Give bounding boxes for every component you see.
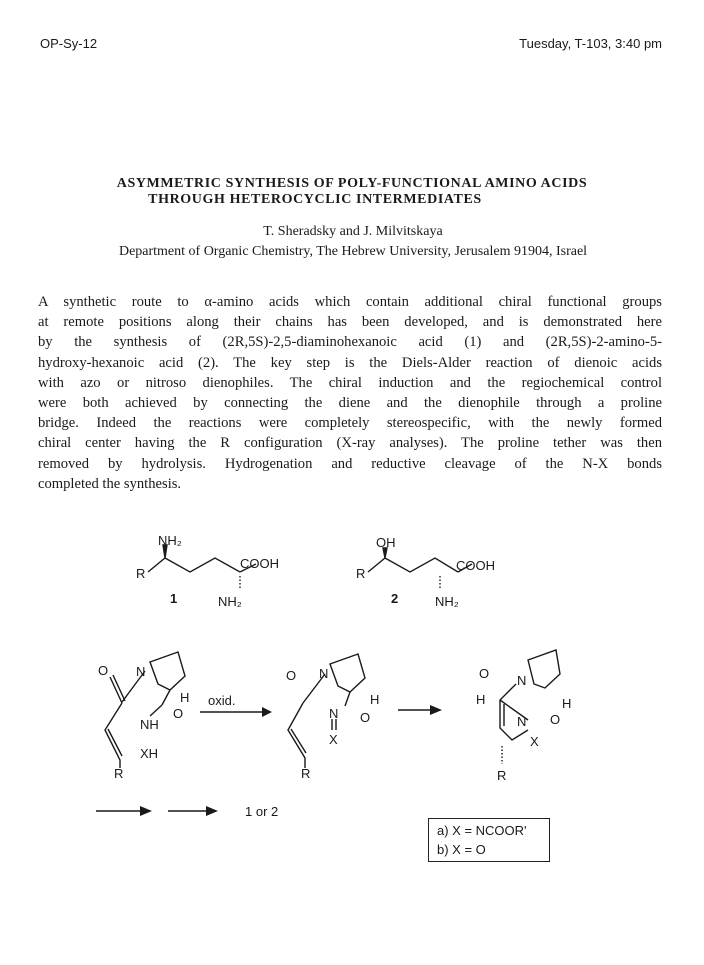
abstract-line: were both achieved by connecting the diene and the dienophile through a proline [38,394,662,411]
svg-text:COOH: COOH [456,558,495,573]
product-label: 1 or 2 [245,804,279,819]
abstract-line: bridge. Indeed the reactions were completely stereospecific, with the newly formed [38,415,662,432]
svg-text:R: R [497,768,507,783]
svg-text:N: N [517,714,527,729]
svg-text:H: H [370,692,380,707]
svg-text:O: O [550,712,561,727]
svg-text:N: N [329,706,339,721]
svg-text:O: O [98,663,109,678]
abstract-line: hydroxy-hexanoic acid (2). The key step is the Diels-Alder reaction of dienoic acids [38,354,662,371]
oxid-label: oxid. [208,693,236,708]
legend-b: b) X = O [437,842,486,857]
svg-text:COOH: COOH [240,556,279,571]
svg-text:NH₂: NH₂ [435,594,459,609]
svg-text:R: R [356,566,366,581]
svg-text:R: R [114,766,124,781]
svg-text:2: 2 [391,591,399,606]
svg-text:H: H [180,690,190,705]
abstract-line: at remote positions along their chains has been developed, and is demonstrated here [38,314,662,331]
svg-text:N: N [136,664,146,679]
svg-text:H: H [562,696,572,711]
svg-text:NH: NH [140,717,159,732]
svg-text:N: N [517,673,527,688]
svg-text:XH: XH [140,746,159,761]
abstract-line: chiral center having the R configuration (X-ray analyses). The proline tether was then [38,435,662,452]
svg-text:H: H [476,692,486,707]
svg-text:OH: OH [376,535,396,550]
title-line-1: ASYMMETRIC SYNTHESIS OF POLY-FUNCTIONAL AMINO ACIDS [116,176,588,191]
title-line-2: THROUGH HETEROCYCLIC INTERMEDIATES [148,192,482,207]
substituent-legend [428,818,550,862]
svg-text:O: O [173,706,184,721]
abstract-line: with azo or nitroso dienophiles. The chiral induction and the regiochemical control [38,374,662,391]
cycloadduct [476,650,571,783]
svg-text:N: N [319,666,329,681]
abstract-line: removed by hydrolysis. Hydrogenation and reductive cleavage of the N-X bonds [38,455,662,472]
session-time: Tuesday, T-103, 3:40 pm [519,36,662,51]
svg-text:R: R [136,566,146,581]
svg-text:O: O [360,710,371,725]
svg-text:R: R [301,766,311,781]
svg-text:NH₂: NH₂ [158,533,182,548]
svg-text:1: 1 [170,591,178,606]
dienophile-intermediate [286,654,379,781]
hydrazide-precursor [98,652,189,781]
abstract-line: completed the synthesis. [38,475,182,492]
abstract-line: A synthetic route to α-amino acids which contain additional chiral functional groups [38,294,662,310]
compound-2 [356,535,495,609]
svg-text:X: X [530,734,539,749]
svg-text:X: X [329,732,338,747]
affiliation: Department of Organic Chemistry, The Hebrew University, Jerusalem 91904, Israel [118,244,588,259]
authors: T. Sheradsky and J. Milvitskaya [263,224,443,239]
compound-1 [136,533,279,609]
session-code: OP-Sy-12 [40,36,98,51]
legend-a: a) X = NCOOR' [437,823,527,838]
svg-text:O: O [286,668,297,683]
abstract-line: by the synthesis of (2R,5S)-2,5-diaminohexanoic acid (1) and (2R,5S)-2-amino-5- [38,334,662,351]
svg-text:NH₂: NH₂ [218,594,242,609]
svg-text:O: O [479,666,490,681]
